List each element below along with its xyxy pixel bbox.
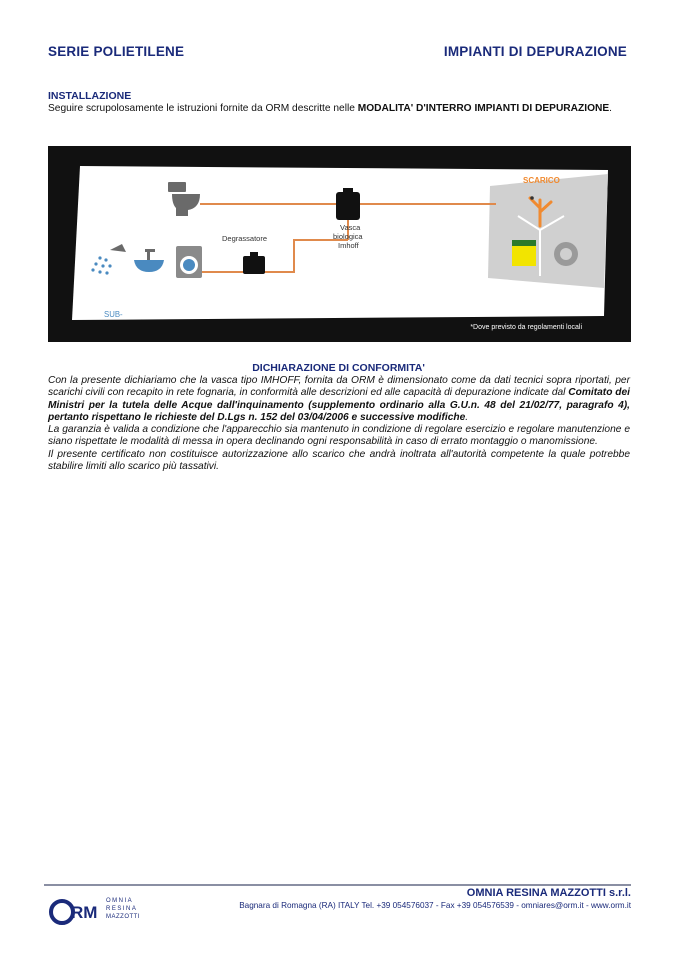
dichiarazione-paragraph-2: La garanzia è valida a condizione che l'apparecchio sia mantenuto in condizione di regolare esercizio e regolare manutenzione e siano rispettate le modalità di messa in opera declinando ogni responsabilità in caso di errato montaggio o manomissione. [48, 424, 630, 448]
diagram-svg [48, 146, 631, 342]
installation-diagram [48, 146, 631, 342]
caption-rest: IRRIGAZIONE TABELLA 3 / PUBBLICA FOGNATURA TABELLA 3 / A TRATTAMENTO SECONDARIO [122, 310, 477, 319]
p1-part-c: . [465, 411, 469, 423]
orm-logo-svg [48, 892, 148, 928]
logo-word-mazzotti: MAZZOTTI [106, 914, 140, 920]
degrassatore-label: Degrassatore [222, 234, 268, 243]
scarico-panel [488, 174, 608, 288]
installazione-text [48, 103, 630, 116]
caption-note: *Dove previsto da regolamenti locali [470, 324, 582, 331]
dichiarazione-body [48, 375, 630, 473]
header-series-title: SERIE POLIETILENE [48, 44, 185, 59]
installazione-text-end: . [609, 103, 612, 114]
logo-word-omnia: OMNIA [106, 898, 134, 904]
dichiarazione-title: DICHIARAZIONE DI CONFORMITA' [252, 362, 425, 374]
dichiarazione-paragraph-1 [48, 375, 630, 424]
installazione-title: INSTALLAZIONE [48, 90, 132, 102]
logo-rm: RM [71, 903, 98, 922]
footer-divider [44, 884, 631, 886]
orm-logo [48, 892, 148, 928]
installazione-text-plain: Seguire scrupolosamente le istruzioni fornite da ORM descritte nelle [48, 103, 358, 114]
diagram-caption [104, 310, 476, 319]
filter-icon [512, 240, 536, 266]
scarico-label: SCARICO [523, 176, 560, 185]
p1-part-a: Con la presente dichiariamo che la vasca tipo IMHOFF, fornita da ORM è dimensionato come da dati tecnici sopra riportati, per scarichi civili con recapito in rete fognaria, in conformità alle descrizioni ed alle capacità di depurazione indicate dal [48, 375, 630, 399]
p1-part-b: Comitato dei Ministri per la tutela delle Acque dall'inquinamento (supplemento ordinario alla G.U.n. 48 del 21/02/77, paragrafo 4), pertanto rispettano le richieste del D.Lgs n. 152 del 03/04/2006 e successive modifiche [48, 387, 630, 423]
company-contacts: Bagnara di Romagna (RA) ITALY Tel. +39 054576037 - Fax +39 054576539 - omniares@orm.it - www.orm.it [239, 901, 631, 910]
dichiarazione-paragraph-3: Il presente certificato non costituisce autorizzazione allo scarico che andrà inoltrata all'autorità competente la quale potrebbe stabilire limiti allo scarico più tassativi. [48, 448, 630, 473]
washing-machine-icon [176, 246, 202, 278]
logo-word-resina: RESINA [106, 906, 138, 912]
installazione-text-bold: MODALITA' D'INTERRO IMPIANTI DI DEPURAZIONE [357, 103, 610, 114]
imhoff-tank-icon [336, 188, 360, 220]
header-category-title: IMPIANTI DI DEPURAZIONE [443, 44, 627, 59]
vasca-label-3: Imhoff [338, 241, 359, 250]
pipe-outlet-icon [554, 242, 578, 266]
vasca-label-2: biologica [333, 232, 363, 241]
caption-sub: SUB- [104, 310, 123, 319]
company-name: OMNIA RESINA MAZZOTTI s.r.l. [466, 887, 631, 899]
vasca-label-1: Vasca [340, 223, 361, 232]
scarico-dot [530, 196, 534, 200]
